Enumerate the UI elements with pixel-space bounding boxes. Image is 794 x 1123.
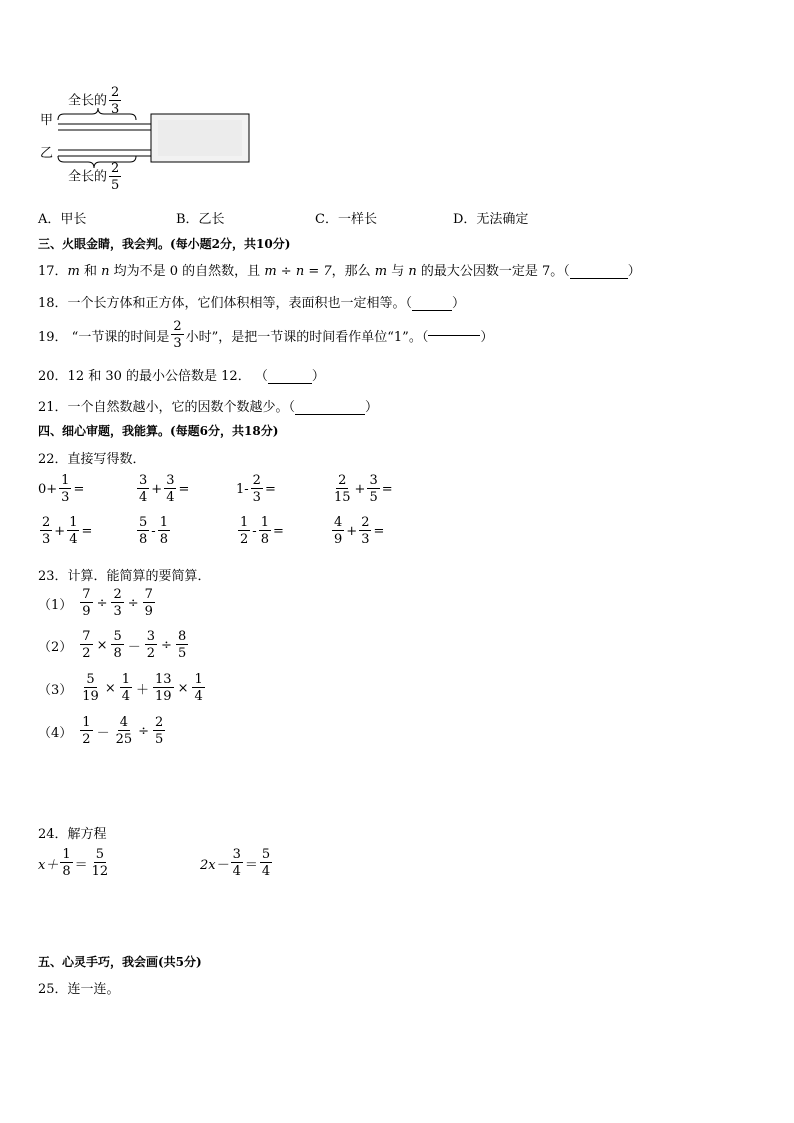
answer-blank[interactable]: [570, 278, 628, 279]
row-label-yi: 乙: [40, 146, 54, 161]
section-5-title: 五、心灵手巧，我会画(共5分): [38, 955, 202, 969]
section-4-title: 四、细心审题，我能算。(每题6分，共18分): [38, 424, 279, 438]
fraction: $\frac{1}{4}$: [121, 672, 131, 704]
question-24: 24．解方程: [38, 827, 107, 842]
calc-item: $\frac{4}{9}$ + $\frac{2}{3}$ =: [334, 515, 385, 547]
fraction: $\frac{7}{9}$: [144, 587, 153, 619]
fraction: $\frac{2}{3}$: [113, 587, 122, 619]
equation-2: 2x－ $\frac{3}{4}$ ＝ $\frac{5}{4}$: [200, 847, 271, 879]
calc-item: 0+ $\frac{1}{3}$ =: [38, 473, 85, 505]
calc-item: 1- $\frac{2}{3}$ =: [236, 473, 276, 505]
fraction: $\frac{1}{4}$: [194, 672, 203, 704]
fraction: $\frac{1}{8}$: [159, 515, 168, 547]
fraction: $\frac{4}{9}$: [334, 515, 343, 547]
calc-item: $\frac{2}{15}$ + $\frac{3}{5}$ =: [334, 473, 393, 505]
calc-item: $\frac{2}{3}$ + $\frac{1}{4}$ =: [42, 515, 93, 547]
question-23: 23．计算．能简算的要简算．: [38, 569, 211, 584]
fraction: $\frac{7}{9}$: [82, 587, 91, 619]
question-22: 22．直接写得数．: [38, 452, 146, 467]
question-19: 19． “一节课的时间是 $\frac{2}{3}$ 小时”，是把一节课的时间看作单位“1”。（ ）: [38, 319, 494, 351]
fraction: $\frac{2}{3}$: [252, 473, 261, 505]
fraction: $\frac{4}{25}$: [115, 715, 133, 747]
answer-blank[interactable]: [268, 383, 312, 384]
option-b: B．乙长: [176, 212, 225, 227]
fraction: $\frac{7}{2}$: [82, 629, 91, 661]
fraction: $\frac{1}{8}$: [260, 515, 269, 547]
answer-blank[interactable]: [295, 414, 365, 415]
section-3-title: 三、火眼金睛，我会判。(每小题2分，共10分): [38, 237, 291, 251]
question-21: 21．一个自然数越小，它的因数个数越少。（ ）: [38, 400, 379, 415]
answer-blank[interactable]: [412, 310, 452, 311]
fraction: $\frac{5}{8}$: [113, 629, 122, 661]
fraction: $\frac{5}{8}$: [139, 515, 148, 547]
fraction: $\frac{8}{5}$: [177, 629, 187, 661]
q23-item: （2） $\frac{7}{2}$ × $\frac{5}{8}$ － $\frac{3}{2}$ ÷ $\frac{8}{5}$: [38, 629, 187, 661]
bottom-label: 全长的 $\frac{2}{5}$: [68, 161, 120, 193]
fraction: $\frac{5}{12}$: [91, 847, 109, 879]
calc-item: $\frac{1}{2}$ - $\frac{1}{8}$ =: [240, 515, 284, 547]
question-18: 18．一个长方体和正方体，它们体积相等，表面积也一定相等。（ ）: [38, 296, 466, 311]
fraction: $\frac{2}{3}$: [42, 515, 51, 547]
fraction: $\frac{1}{2}$: [82, 715, 91, 747]
fraction: $\frac{2}{5}$: [111, 161, 120, 193]
calc-item: $\frac{3}{4}$ + $\frac{3}{4}$ =: [139, 473, 190, 505]
fraction: $\frac{2}{15}$: [334, 473, 351, 505]
q23-item: （3） $\frac{5}{19}$ × $\frac{1}{4}$ ＋ $\frac{13}{19}$ × $\frac{1}{4}$: [38, 672, 203, 704]
fraction: $\frac{1}{2}$: [240, 515, 249, 547]
fraction: $\frac{3}{2}$: [146, 629, 156, 661]
fraction: $\frac{2}{3}$: [361, 515, 370, 547]
fraction: $\frac{3}{4}$: [166, 473, 175, 505]
q23-item: （4） $\frac{1}{2}$ － $\frac{4}{25}$ ÷ $\frac{2}{5}$: [38, 715, 164, 747]
option-a: A．甲长: [38, 212, 87, 227]
fraction: $\frac{1}{4}$: [69, 515, 78, 547]
fraction: $\frac{1}{3}$: [61, 473, 70, 505]
fraction: $\frac{3}{4}$: [139, 473, 148, 505]
length-figure: [38, 82, 268, 192]
fraction: $\frac{3}{4}$: [232, 847, 241, 879]
calc-item: $\frac{5}{8}$ - $\frac{1}{8}$: [139, 515, 168, 547]
fraction: $\frac{5}{4}$: [261, 847, 271, 879]
fraction: $\frac{13}{19}$: [155, 672, 172, 704]
fraction: $\frac{2}{5}$: [155, 715, 164, 747]
fraction: $\frac{5}{19}$: [82, 672, 99, 704]
question-25: 25．连一连。: [38, 982, 120, 997]
fraction: $\frac{3}{5}$: [369, 473, 378, 505]
option-c: C．一样长: [315, 212, 377, 227]
fraction: $\frac{2}{3}$: [111, 85, 120, 117]
question-20: 20．12 和 30 的最小公倍数是 12． （ ）: [38, 369, 325, 384]
answer-blank[interactable]: [428, 335, 480, 336]
top-label: 全长的 $\frac{2}{3}$: [68, 85, 120, 117]
equation-1: x＋ $\frac{1}{8}$ ＝ $\frac{5}{12}$: [38, 847, 109, 879]
row-label-jia: 甲: [40, 113, 54, 128]
question-17: 17．m 和 n 均为不是 0 的自然数，且 m ÷ n = 7，那么 m 与 n 的最大公因数一定是 7。（ ）: [38, 264, 641, 279]
q23-item: （1） $\frac{7}{9}$ ÷ $\frac{2}{3}$ ÷ $\frac{7}{9}$: [38, 587, 153, 619]
fraction: $\frac{1}{8}$: [62, 847, 71, 879]
option-d: D．无法确定: [453, 212, 529, 227]
fraction: $\frac{2}{3}$: [173, 319, 182, 351]
